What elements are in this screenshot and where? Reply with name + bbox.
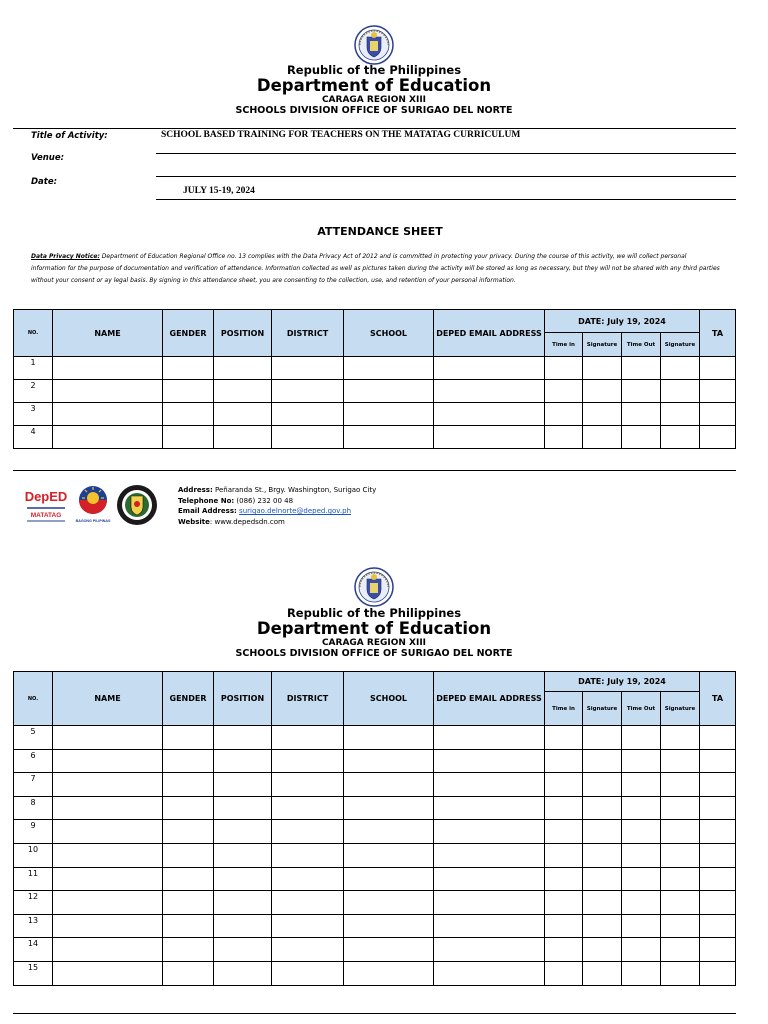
table-cell[interactable]	[272, 843, 344, 867]
table-cell[interactable]	[53, 773, 163, 797]
table-cell[interactable]	[272, 891, 344, 915]
title-label: Title of Activity:	[31, 131, 108, 141]
table-cell[interactable]	[272, 426, 344, 449]
table-cell[interactable]	[622, 961, 661, 985]
table-cell[interactable]	[583, 843, 622, 867]
col-district-header-2: DISTRICT	[272, 672, 344, 726]
table-cell[interactable]	[214, 843, 272, 867]
table-cell[interactable]	[344, 357, 434, 380]
col-date-header: DATE: July 19, 2024	[545, 310, 700, 333]
table-cell[interactable]	[53, 843, 163, 867]
table-row	[14, 961, 736, 985]
row-number: 14	[14, 938, 53, 962]
date-value[interactable]: JULY 15-19, 2024	[183, 186, 255, 196]
table-cell[interactable]	[583, 403, 622, 426]
footer-rule-2	[13, 1013, 736, 1014]
table-cell[interactable]	[583, 914, 622, 938]
table-cell[interactable]	[700, 961, 736, 985]
table-cell[interactable]	[272, 914, 344, 938]
table-cell[interactable]	[661, 749, 700, 773]
table-cell[interactable]	[434, 820, 545, 844]
table-cell[interactable]	[53, 426, 163, 449]
table-cell[interactable]	[53, 403, 163, 426]
table-cell[interactable]	[661, 796, 700, 820]
col-time-in-header-2: Time in	[545, 692, 583, 726]
privacy-notice-label: Data Privacy Notice:	[31, 253, 100, 260]
table-cell[interactable]	[53, 938, 163, 962]
bagong-pilipinas-logo-icon	[74, 484, 112, 524]
table-cell[interactable]	[545, 426, 583, 449]
table-cell[interactable]	[344, 820, 434, 844]
table-cell[interactable]	[272, 357, 344, 380]
table-cell[interactable]	[545, 867, 583, 891]
table-cell[interactable]	[272, 796, 344, 820]
table-cell[interactable]	[583, 426, 622, 449]
table-cell[interactable]	[622, 891, 661, 915]
col-date-header-2: DATE: July 19, 2024	[545, 672, 700, 692]
table-row	[14, 380, 736, 403]
table-cell[interactable]	[53, 796, 163, 820]
table-cell[interactable]	[163, 820, 214, 844]
table-cell[interactable]	[53, 867, 163, 891]
table-cell[interactable]	[163, 726, 214, 750]
table-cell[interactable]	[700, 891, 736, 915]
address-line	[178, 485, 376, 496]
table-row	[14, 843, 736, 867]
table-cell[interactable]	[622, 867, 661, 891]
table-cell[interactable]	[344, 726, 434, 750]
department-title: Department of Education	[256, 76, 492, 95]
col-signature-out-header: Signature	[661, 333, 700, 357]
table-row	[14, 914, 736, 938]
table-cell[interactable]	[163, 961, 214, 985]
table-cell[interactable]	[163, 938, 214, 962]
table-cell[interactable]	[214, 867, 272, 891]
col-district-header: DISTRICT	[272, 310, 344, 357]
deped-seal-icon-2	[354, 567, 394, 607]
table-cell[interactable]	[214, 961, 272, 985]
table-cell[interactable]	[545, 380, 583, 403]
row-number: 11	[14, 867, 53, 891]
privacy-notice	[31, 251, 721, 287]
table-cell[interactable]	[344, 867, 434, 891]
deped-matatag-logo-icon	[24, 484, 68, 524]
website-value: : www.depedsdn.com	[209, 517, 285, 526]
table-cell[interactable]	[545, 749, 583, 773]
republic-text-2: Republic of the Philippines	[286, 606, 462, 620]
table-cell[interactable]	[700, 867, 736, 891]
table-cell[interactable]	[272, 938, 344, 962]
table-cell[interactable]	[163, 357, 214, 380]
table-cell[interactable]	[53, 749, 163, 773]
table-cell[interactable]	[583, 773, 622, 797]
table-cell[interactable]	[53, 961, 163, 985]
table-cell[interactable]	[163, 843, 214, 867]
col-ta-header-2: TA	[700, 672, 736, 726]
title-underline	[156, 153, 736, 154]
col-gender-header: GENDER	[163, 310, 214, 357]
republic-text: Republic of the Philippines	[286, 63, 462, 77]
col-time-out-header-2: Time Out	[622, 692, 661, 726]
title-value[interactable]: SCHOOL BASED TRAINING FOR TEACHERS ON THE MATATAG CURRICULUM	[161, 130, 521, 140]
website-line	[178, 517, 376, 528]
form-top-rule	[13, 128, 736, 129]
table-cell[interactable]	[434, 961, 545, 985]
table-cell[interactable]	[661, 726, 700, 750]
row-number: 1	[14, 357, 53, 380]
privacy-notice-text: Department of Education Regional Office no. 13 complies with the Data Privacy Act of 2012 and is committed in protecting your privacy. During the course of this activity, we will collect personal information for the purpose of documentation and verification of attendance. Information collected as well as pictures taken during the activity will be stored as long as necessary, but they will not be shared with any third parties without your consent or ay legal basis. By signing in this attendance sheet, you are consenting to the collection, use, and retention of your personal information.	[31, 253, 720, 284]
table-cell[interactable]	[214, 938, 272, 962]
table-cell[interactable]	[545, 726, 583, 750]
sdo-seal-icon	[116, 484, 158, 526]
website-label: Website	[178, 517, 210, 526]
table-cell[interactable]	[163, 796, 214, 820]
col-ta-header: TA	[700, 310, 736, 357]
col-name-header-2: NAME	[53, 672, 163, 726]
table-cell[interactable]	[434, 773, 545, 797]
table-cell[interactable]	[700, 938, 736, 962]
col-email-header-2: DEPED EMAIL ADDRESS	[434, 672, 545, 726]
table-cell[interactable]	[214, 726, 272, 750]
table-cell[interactable]	[214, 820, 272, 844]
table-cell[interactable]	[214, 357, 272, 380]
row-number: 12	[14, 891, 53, 915]
table-cell[interactable]	[344, 938, 434, 962]
email-label: Email Address:	[178, 507, 237, 515]
table-cell[interactable]	[434, 357, 545, 380]
row-number: 4	[14, 426, 53, 449]
table-cell[interactable]	[583, 749, 622, 773]
department-title-2: Department of Education	[256, 619, 492, 638]
table-cell[interactable]	[661, 403, 700, 426]
bagong-logo-text: BAGONG PILIPINAS	[75, 519, 111, 523]
table-cell[interactable]	[622, 914, 661, 938]
letterhead	[0, 63, 748, 116]
footer-contact	[178, 485, 376, 527]
table-row	[14, 938, 736, 962]
table-cell[interactable]	[434, 749, 545, 773]
table-cell[interactable]	[272, 867, 344, 891]
table-cell[interactable]	[545, 796, 583, 820]
table-cell[interactable]	[661, 938, 700, 962]
table-cell[interactable]	[622, 426, 661, 449]
table-cell[interactable]	[583, 380, 622, 403]
row-number: 9	[14, 820, 53, 844]
table-cell[interactable]	[700, 726, 736, 750]
table-cell[interactable]	[163, 403, 214, 426]
table-cell[interactable]	[583, 726, 622, 750]
table-cell[interactable]	[661, 867, 700, 891]
table-cell[interactable]	[661, 891, 700, 915]
table-cell[interactable]	[344, 843, 434, 867]
table-cell[interactable]	[661, 426, 700, 449]
table-cell[interactable]	[700, 796, 736, 820]
attendance-table-2	[13, 671, 736, 986]
address-value: Peñaranda St., Brgy. Washington, Surigao City	[212, 486, 377, 494]
row-number: 13	[14, 914, 53, 938]
table-cell[interactable]	[434, 843, 545, 867]
table-cell[interactable]	[545, 820, 583, 844]
table-cell[interactable]	[700, 820, 736, 844]
table-cell[interactable]	[272, 820, 344, 844]
col-signature-in-header-2: Signature	[583, 692, 622, 726]
table-cell[interactable]	[434, 380, 545, 403]
table-cell[interactable]	[545, 961, 583, 985]
table-cell[interactable]	[163, 914, 214, 938]
date-underline	[156, 199, 736, 200]
deped-logo-text: DepED	[24, 489, 68, 504]
table-cell[interactable]	[661, 961, 700, 985]
col-position-header: POSITION	[214, 310, 272, 357]
table-cell[interactable]	[583, 961, 622, 985]
table-cell[interactable]	[53, 891, 163, 915]
table-cell[interactable]	[622, 938, 661, 962]
attendance-sheet-title: ATTENDANCE SHEET	[317, 225, 443, 238]
table-cell[interactable]	[583, 938, 622, 962]
table-cell[interactable]	[344, 891, 434, 915]
phone-value: (086) 232 00 48	[234, 496, 294, 505]
table-cell[interactable]	[272, 749, 344, 773]
table-cell[interactable]	[700, 357, 736, 380]
table-cell[interactable]	[622, 796, 661, 820]
table-cell[interactable]	[545, 403, 583, 426]
col-school-header-2: SCHOOL	[344, 672, 434, 726]
row-number: 3	[14, 403, 53, 426]
table-cell[interactable]	[214, 891, 272, 915]
table-row	[14, 796, 736, 820]
table-cell[interactable]	[622, 749, 661, 773]
col-position-header-2: POSITION	[214, 672, 272, 726]
table-row	[14, 867, 736, 891]
table-cell[interactable]	[344, 796, 434, 820]
table-cell[interactable]	[622, 403, 661, 426]
table-cell[interactable]	[344, 403, 434, 426]
table-row	[14, 357, 736, 380]
table-cell[interactable]	[214, 773, 272, 797]
letterhead-2	[0, 606, 748, 659]
table-row	[14, 426, 736, 449]
table-cell[interactable]	[53, 357, 163, 380]
col-signature-in-header: Signature	[583, 333, 622, 357]
table-cell[interactable]	[545, 773, 583, 797]
table-cell[interactable]	[700, 380, 736, 403]
venue-underline	[156, 176, 736, 177]
table-cell[interactable]	[434, 914, 545, 938]
table-cell[interactable]	[434, 796, 545, 820]
table-cell[interactable]	[53, 380, 163, 403]
table-cell[interactable]	[583, 820, 622, 844]
table-cell[interactable]	[661, 914, 700, 938]
table-cell[interactable]	[272, 380, 344, 403]
table-cell[interactable]	[272, 773, 344, 797]
table-cell[interactable]	[344, 426, 434, 449]
col-no-header: NO.	[14, 310, 53, 357]
footer-rule-1	[13, 470, 736, 471]
table-cell[interactable]	[272, 403, 344, 426]
table-cell[interactable]	[163, 426, 214, 449]
venue-label: Venue:	[31, 153, 64, 163]
table-cell[interactable]	[344, 961, 434, 985]
row-number: 7	[14, 773, 53, 797]
table-cell[interactable]	[700, 426, 736, 449]
table-cell[interactable]	[214, 403, 272, 426]
row-number: 8	[14, 796, 53, 820]
division-text-2: SCHOOLS DIVISION OFFICE OF SURIGAO DEL NORTE	[235, 648, 513, 659]
table-cell[interactable]	[214, 796, 272, 820]
table-cell[interactable]	[214, 914, 272, 938]
email-line	[178, 506, 376, 517]
table-cell[interactable]	[344, 380, 434, 403]
table-cell[interactable]	[434, 426, 545, 449]
phone-line	[178, 496, 376, 507]
table-row	[14, 403, 736, 426]
table-cell[interactable]	[344, 914, 434, 938]
region-text: CARAGA REGION XIII	[321, 95, 427, 105]
table-cell[interactable]	[622, 773, 661, 797]
table-cell[interactable]	[583, 891, 622, 915]
table-cell[interactable]	[163, 773, 214, 797]
table-cell[interactable]	[53, 914, 163, 938]
col-time-in-header: Time in	[545, 333, 583, 357]
table-row	[14, 891, 736, 915]
table-cell[interactable]	[661, 380, 700, 403]
table-cell[interactable]	[434, 726, 545, 750]
table-cell[interactable]	[622, 380, 661, 403]
row-number: 10	[14, 843, 53, 867]
table-cell[interactable]	[163, 380, 214, 403]
row-number: 2	[14, 380, 53, 403]
table-cell[interactable]	[700, 843, 736, 867]
table-cell[interactable]	[214, 426, 272, 449]
table-cell[interactable]	[700, 403, 736, 426]
table-cell[interactable]	[272, 726, 344, 750]
table-cell[interactable]	[214, 749, 272, 773]
row-number: 5	[14, 726, 53, 750]
address-label: Address:	[178, 486, 213, 494]
table-cell[interactable]	[622, 357, 661, 380]
col-school-header: SCHOOL	[344, 310, 434, 357]
table-cell[interactable]	[344, 773, 434, 797]
table-cell[interactable]	[344, 749, 434, 773]
deped-seal-icon	[354, 25, 394, 65]
col-gender-header-2: GENDER	[163, 672, 214, 726]
table-cell[interactable]	[545, 914, 583, 938]
table-cell[interactable]	[583, 357, 622, 380]
phone-label: Telephone No:	[178, 496, 235, 505]
table-cell[interactable]	[583, 867, 622, 891]
table-cell[interactable]	[434, 403, 545, 426]
table-cell[interactable]	[622, 820, 661, 844]
table-cell[interactable]	[700, 773, 736, 797]
table-row	[14, 726, 736, 750]
table-cell[interactable]	[53, 820, 163, 844]
table-cell[interactable]	[434, 891, 545, 915]
row-number: 6	[14, 749, 53, 773]
table-cell[interactable]	[272, 961, 344, 985]
table-cell[interactable]	[545, 843, 583, 867]
table-cell[interactable]	[434, 867, 545, 891]
table-cell[interactable]	[622, 726, 661, 750]
table-cell[interactable]	[545, 938, 583, 962]
division-text: SCHOOLS DIVISION OFFICE OF SURIGAO DEL NORTE	[235, 105, 513, 116]
date-label: Date:	[31, 177, 58, 187]
table-cell[interactable]	[434, 938, 545, 962]
table-row	[14, 820, 736, 844]
table-cell[interactable]	[661, 357, 700, 380]
table-cell[interactable]	[545, 891, 583, 915]
region-text-2: CARAGA REGION XIII	[321, 638, 427, 648]
col-time-out-header: Time Out	[622, 333, 661, 357]
table-cell[interactable]	[700, 749, 736, 773]
matatag-logo-text: MATATAG	[30, 512, 62, 519]
table-cell[interactable]	[545, 357, 583, 380]
table-cell[interactable]	[700, 914, 736, 938]
col-name-header: NAME	[53, 310, 163, 357]
table-cell[interactable]	[661, 820, 700, 844]
table-cell[interactable]	[661, 773, 700, 797]
col-email-header: DEPED EMAIL ADDRESS	[434, 310, 545, 357]
table-row	[14, 749, 736, 773]
table-cell[interactable]	[163, 867, 214, 891]
table-cell[interactable]	[622, 843, 661, 867]
table-cell[interactable]	[661, 843, 700, 867]
table-cell[interactable]	[53, 726, 163, 750]
table-cell[interactable]	[163, 749, 214, 773]
table-row	[14, 773, 736, 797]
table-cell[interactable]	[163, 891, 214, 915]
col-signature-out-header-2: Signature	[661, 692, 700, 726]
table-cell[interactable]	[214, 380, 272, 403]
attendance-table-1	[13, 309, 736, 449]
table-cell[interactable]	[583, 796, 622, 820]
col-no-header-2: NO.	[14, 672, 53, 726]
row-number: 15	[14, 961, 53, 985]
email-link[interactable]: surigao.delnorte@deped.gov.ph	[239, 507, 352, 515]
